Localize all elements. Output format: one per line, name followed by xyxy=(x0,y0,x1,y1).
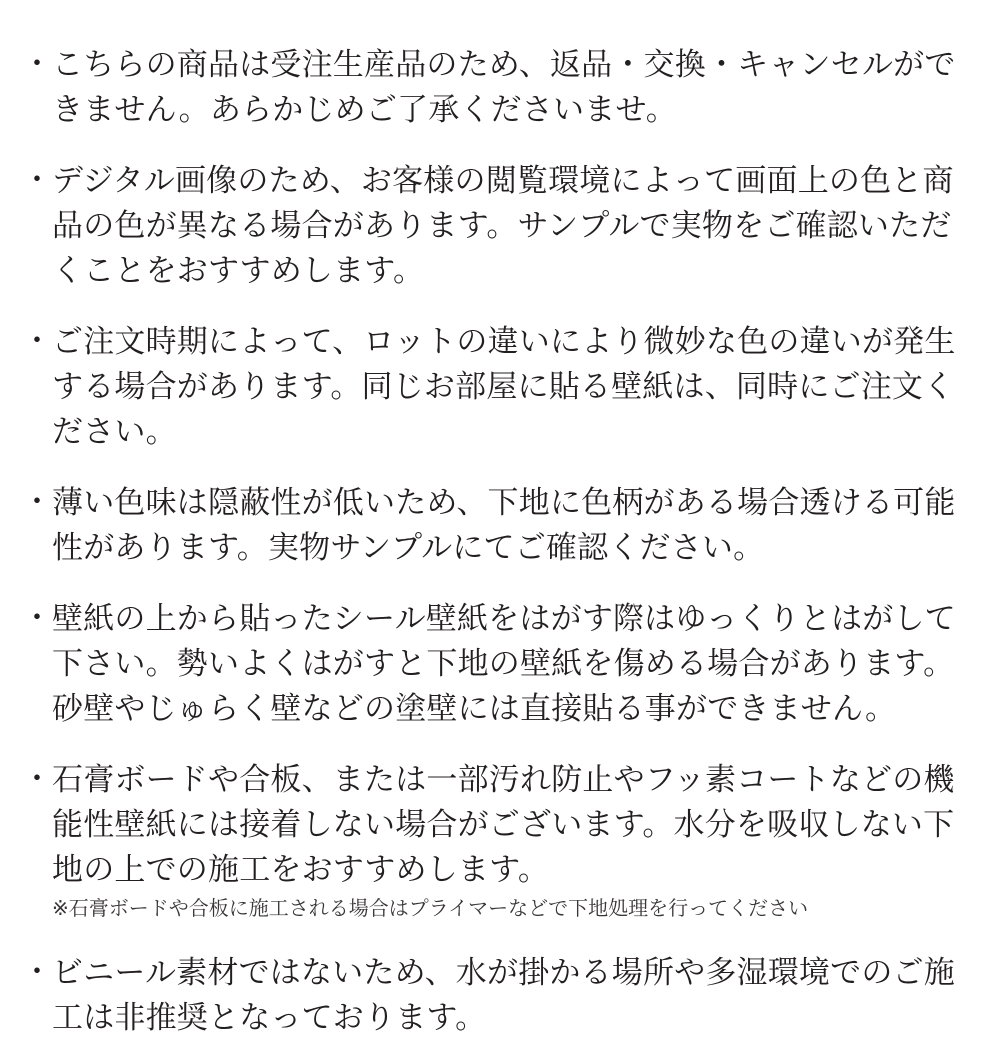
bullet-marker: ・ xyxy=(22,325,52,358)
list-item-text: 壁紙の上から貼ったシール壁紙をはがす際はゆっくりとはがして下さい。勢いよくはがすと下地の壁紙を傷める場合があります。砂壁やじゅらく壁などの塗壁には直接貼る事ができません。 xyxy=(52,601,956,726)
list-item-text: 薄い色味は隠蔽性が低いため、下地に色柄がある場合透ける可能性があります。実物サンプルにてご確認ください。 xyxy=(52,485,956,565)
list-item xyxy=(22,42,978,132)
list-item xyxy=(22,480,978,570)
list-item-body xyxy=(52,319,978,454)
list-item-body xyxy=(52,158,978,293)
list-item xyxy=(22,158,978,293)
list-item-text: ご注文時期によって、ロットの違いにより微妙な色の違いが発生する場合があります。同じお部屋に貼る壁紙は、同時にご注文ください。 xyxy=(52,324,956,449)
list-item xyxy=(22,319,978,454)
list-item-text: 石膏ボードや合板、または一部汚れ防止やフッ素コートなどの機能性壁紙には接着しない場合がございます。水分を吸収しない下地の上での施工をおすすめします。 xyxy=(52,762,955,887)
list-item-body xyxy=(52,596,978,731)
list-item xyxy=(22,950,978,1040)
list-item-body xyxy=(52,757,978,924)
bullet-marker: ・ xyxy=(22,956,52,989)
bullet-marker: ・ xyxy=(22,164,52,197)
list-item-body xyxy=(52,950,978,1040)
list-item xyxy=(22,596,978,731)
bullet-marker: ・ xyxy=(22,602,52,635)
bullet-marker: ・ xyxy=(22,763,52,796)
list-item-text: こちらの商品は受注生産品のため、返品・交換・キャンセルができません。あらかじめご了承くださいませ。 xyxy=(52,47,956,127)
bullet-marker: ・ xyxy=(22,48,52,81)
bullet-marker: ・ xyxy=(22,486,52,519)
list-item-text: ビニール素材ではないため、水が掛かる場所や多湿環境でのご施工は非推奨となっております。 xyxy=(52,955,955,1035)
list-item xyxy=(22,757,978,924)
list-item-text: デジタル画像のため、お客様の閲覧環境によって画面上の色と商品の色が異なる場合があります。サンプルで実物をご確認いただくことをおすすめします。 xyxy=(52,163,954,288)
list-item-body xyxy=(52,480,978,570)
list-item-subnote: ※石膏ボードや合板に施工される場合はプライマーなどで下地処理を行ってください xyxy=(52,898,809,920)
list-item-body xyxy=(52,42,978,132)
